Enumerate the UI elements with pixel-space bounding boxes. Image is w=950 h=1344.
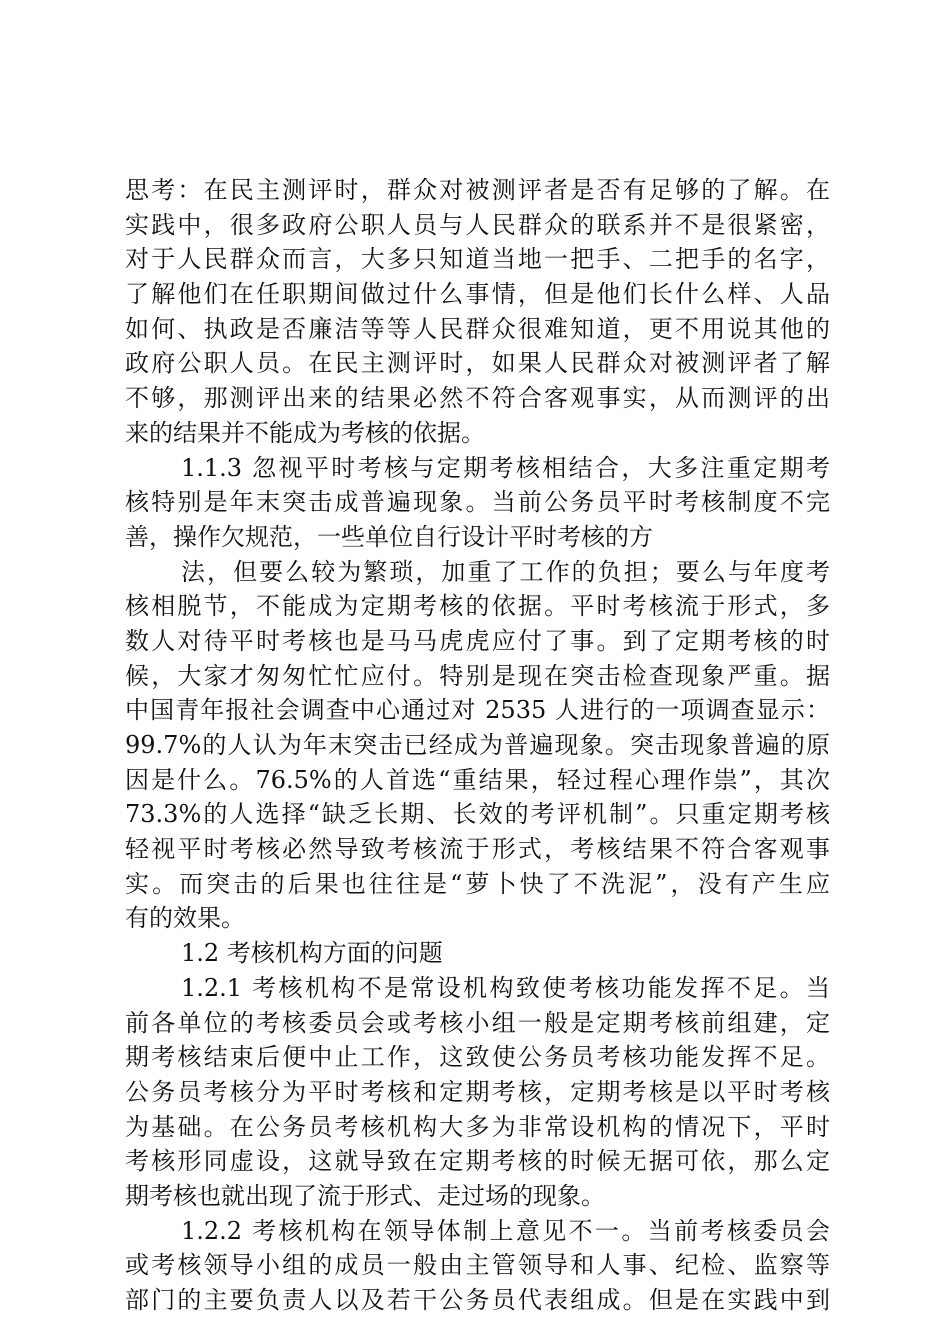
text-line: 期考核也就出现了流于形式、走过场的现象。 <box>125 1181 605 1210</box>
text-line: 不够，那测评出来的结果必然不符合客观事实，从而测评的出 <box>125 384 830 413</box>
text-line: 实。而突击的后果也往往是“萝卜快了不洗泥”，没有产生应 <box>125 869 830 898</box>
text-line: 公务员考核分为平时考核和定期考核，定期考核是以平时考核 <box>125 1077 830 1106</box>
text-line: 中国青年报社会调查中心通过对 2535 人进行的一项调查显示： <box>125 696 830 725</box>
text-line: 政府公职人员。在民主测评时，如果人民群众对被测评者了解 <box>125 349 830 378</box>
text-line: 期考核结束后便中止工作，这致使公务员考核功能发挥不足。 <box>125 1043 830 1072</box>
text-line: 思考：在民主测评时，群众对被测评者是否有足够的了解。在 <box>125 176 830 204</box>
text-line: 数人对待平时考核也是马马虎虎应付了事。到了定期考核的时 <box>125 626 830 655</box>
text-line: 核特别是年末突击成普遍现象。当前公务员平时考核制度不完 <box>125 488 830 517</box>
text-line: 核相脱节，不能成为定期考核的依据。平时考核流于形式，多 <box>125 592 830 621</box>
section-heading: 1.2 考核机构方面的问题 <box>181 939 443 968</box>
text-line: 轻视平时考核必然导致考核流于形式，考核结果不符合客观事 <box>125 835 830 864</box>
text-line: 候，大家才匆匆忙忙应付。特别是现在突击检查现象严重。据 <box>125 661 830 690</box>
text-line: 善，操作欠规范，一些单位自行设计平时考核的方 <box>125 522 653 551</box>
text-line: 实践中，很多政府公职人员与人民群众的联系并不是很紧密， <box>125 210 830 239</box>
text-line: 如何、执政是否廉洁等等人民群众很难知道，更不用说其他的 <box>125 314 830 343</box>
text-line: 因是什么。76.5%的人首选“重结果，轻过程心理作祟”，其次 <box>125 765 830 794</box>
text-line: 73.3%的人选择“缺乏长期、长效的考评机制”。只重定期考核 <box>125 800 830 829</box>
text-line: 99.7%的人认为年末突击已经成为普遍现象。突击现象普遍的原 <box>125 731 830 759</box>
document-body <box>125 173 830 1318</box>
text-line: 来的结果并不能成为考核的依据。 <box>125 418 485 447</box>
text-line: 前各单位的考核委员会或考核小组一般是定期考核前组建，定 <box>125 1008 830 1037</box>
text-line: 有的效果。 <box>125 904 245 933</box>
text-line: 为基础。在公务员考核机构大多为非常设机构的情况下，平时 <box>125 1112 830 1141</box>
text-line: 考核形同虚设，这就导致在定期考核的时候无据可依，那么定 <box>125 1147 830 1176</box>
text-line: 法，但要么较为繁琐，加重了工作的负担；要么与年度考 <box>181 557 830 586</box>
text-line: 或考核领导小组的成员一般由主管领导和人事、纪检、监察等 <box>125 1251 830 1280</box>
text-line: 1.2.2 考核机构在领导体制上意见不一。当前考核委员会 <box>181 1216 830 1245</box>
text-line: 了解他们在任职期间做过什么事情，但是他们长什么样、人品 <box>125 280 830 309</box>
text-line: 部门的主要负责人以及若干公务员代表组成。但是在实践中到 <box>125 1286 830 1314</box>
text-line: 1.2.1 考核机构不是常设机构致使考核功能发挥不足。当 <box>181 973 830 1002</box>
text-line: 1.1.3 忽视平时考核与定期考核相结合，大多注重定期考 <box>181 453 830 482</box>
text-line: 对于人民群众而言，大多只知道当地一把手、二把手的名字， <box>125 245 830 274</box>
